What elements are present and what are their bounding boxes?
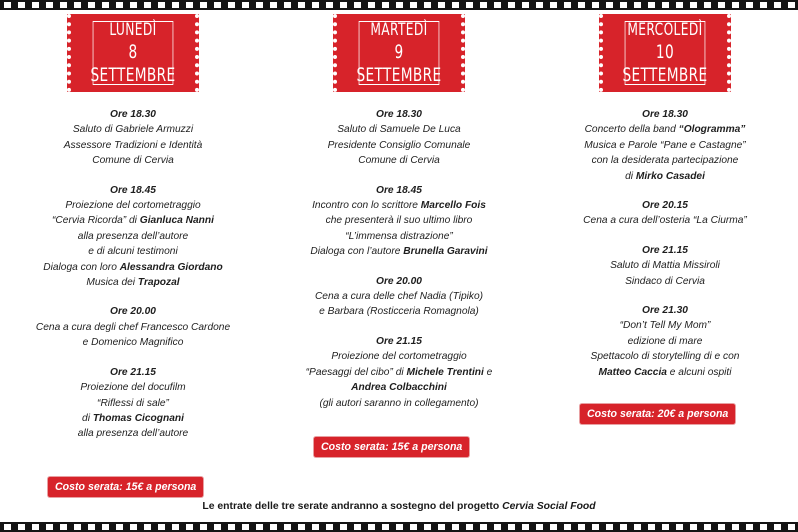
event-line	[6, 153, 260, 168]
event-block	[538, 243, 792, 289]
event-text: “Riflessi di sale”	[97, 397, 169, 409]
event-text: e alcuni ospiti	[666, 366, 732, 378]
event-line	[6, 138, 260, 153]
event-line	[538, 334, 792, 349]
event-line	[538, 138, 792, 153]
event-text: Sindaco di Cervia	[625, 275, 705, 287]
event-text: e	[483, 366, 493, 378]
event-time: Ore 21.15	[110, 366, 156, 378]
event-block	[272, 107, 526, 169]
event-text: di	[82, 412, 93, 424]
footer-project-name: Cervia Social Food	[502, 501, 596, 512]
event-time: Ore 21.15	[642, 244, 688, 256]
event-line	[6, 275, 260, 290]
event-line	[6, 320, 260, 335]
event-line	[538, 153, 792, 168]
event-line	[538, 213, 792, 228]
event-text: (gli autori saranno in collegamento)	[319, 397, 479, 409]
event-block	[538, 107, 792, 184]
event-time: Ore 20.00	[110, 306, 156, 318]
highlighted-name: Mirko Casadei	[635, 170, 705, 182]
highlighted-name: Alessandra Giordano	[119, 261, 223, 273]
event-line	[6, 213, 260, 228]
event-block	[272, 334, 526, 411]
event-time: Ore 18.45	[376, 184, 422, 196]
event-line	[538, 274, 792, 289]
event-line	[6, 244, 260, 259]
event-line	[272, 304, 526, 319]
event-line	[538, 122, 792, 137]
event-time: Ore 21.30	[642, 305, 688, 317]
event-text: Cena a cura dell’osteria “La Ciurma”	[583, 215, 747, 227]
event-text: Spettacolo di storytelling di e con	[590, 351, 740, 363]
highlighted-name: Marcello Fois	[420, 200, 486, 212]
event-line	[272, 396, 526, 411]
ticket-day: LUNEDÌ	[109, 19, 157, 40]
event-time: Ore 18.45	[110, 184, 156, 196]
event-text: Saluto di Samuele De Luca	[337, 124, 461, 136]
event-line	[272, 138, 526, 153]
event-text: Incontro con lo scrittore	[312, 200, 421, 212]
event-text: di	[625, 170, 636, 182]
ticket-date: 9 SETTEMBRE	[356, 40, 442, 86]
event-time: Ore 20.00	[376, 275, 422, 287]
event-text: Concerto della band	[584, 124, 679, 136]
event-line	[538, 258, 792, 273]
highlighted-name: “Ologramma”	[678, 124, 746, 136]
event-line	[538, 169, 792, 184]
event-text: alla presenza dell’autore	[77, 230, 189, 242]
day-column-wednesday	[538, 14, 792, 394]
event-text: Proiezione del docufilm	[80, 382, 186, 394]
event-text: Presidente Consiglio Comunale	[327, 139, 471, 151]
event-text: “L’immensa distrazione”	[345, 230, 453, 242]
day-column-monday	[6, 14, 260, 456]
event-line	[6, 335, 260, 350]
event-text: Musica dei	[86, 277, 138, 289]
event-text: “Paesaggi del cibo” di	[305, 366, 407, 378]
ticket-day: MARTEDÌ	[370, 19, 428, 40]
highlighted-name: Brunella Garavini	[403, 246, 488, 258]
event-time: Ore 20.15	[642, 200, 688, 212]
event-text: e di alcuni testimoni	[88, 246, 178, 258]
event-line	[6, 260, 260, 275]
highlighted-name: Michele Trentini	[406, 366, 484, 378]
film-strip-bottom	[0, 522, 798, 532]
event-line	[272, 244, 526, 259]
film-strip-top	[0, 0, 798, 10]
event-line	[6, 396, 260, 411]
event-block	[272, 274, 526, 320]
highlighted-name: Trapozal	[137, 277, 180, 289]
event-line	[272, 365, 526, 380]
event-text: Cena a cura delle chef Nadia (Tipiko)	[314, 291, 484, 303]
ticket-day: MERCOLEDÌ	[627, 19, 703, 40]
highlighted-name: Matteo Caccia	[598, 366, 667, 378]
event-line	[272, 153, 526, 168]
event-text: edizione di mare	[627, 335, 703, 347]
event-text: “Cervia Ricorda” di	[52, 215, 140, 227]
event-text: Proiezione del cortometraggio	[331, 351, 467, 363]
event-text: “Don’t Tell My Mom”	[619, 320, 711, 332]
highlighted-name: Gianluca Nanni	[139, 215, 214, 227]
event-text: Saluto di Gabriele Armuzzi	[72, 124, 194, 136]
cost-badge: Costo serata: 15€ a persona	[314, 437, 469, 457]
event-text: che presenterà il suo ultimo libro	[325, 215, 473, 227]
event-text: Saluto di Mattia Missiroli	[610, 260, 720, 272]
event-text: e Barbara (Rosticceria Romagnola)	[319, 306, 479, 318]
event-text: Assessore Tradizioni e Identità	[63, 139, 203, 151]
event-text: Dialoga con loro	[43, 261, 120, 273]
event-line	[272, 380, 526, 395]
footer-note	[0, 501, 798, 512]
event-text: e Domenico Magnifico	[82, 337, 184, 349]
event-line	[538, 365, 792, 380]
event-line	[272, 213, 526, 228]
event-list	[6, 107, 260, 442]
event-line	[6, 229, 260, 244]
event-list	[272, 107, 526, 411]
event-line	[6, 411, 260, 426]
event-block	[6, 107, 260, 169]
ticket-date: 10 SETTEMBRE	[622, 40, 708, 86]
highlighted-name: Thomas Cicognani	[92, 412, 184, 424]
cost-badge: Costo serata: 20€ a persona	[580, 404, 735, 424]
event-block	[538, 303, 792, 380]
event-block	[272, 183, 526, 260]
event-text: Proiezione del cortometraggio	[65, 200, 201, 212]
event-line	[6, 198, 260, 213]
event-text: alla presenza dell’autore	[77, 428, 189, 440]
event-time: Ore 18.30	[110, 109, 156, 120]
event-text: Comune di Cervia	[92, 155, 174, 167]
event-line	[272, 122, 526, 137]
event-time: Ore 18.30	[642, 109, 688, 120]
event-line	[272, 229, 526, 244]
date-ticket	[599, 14, 731, 92]
event-time: Ore 21.15	[376, 335, 422, 347]
event-time: Ore 18.30	[376, 109, 422, 120]
date-ticket	[333, 14, 465, 92]
date-ticket	[67, 14, 199, 92]
ticket-date: 8 SETTEMBRE	[90, 40, 176, 86]
event-line	[272, 289, 526, 304]
event-line	[538, 318, 792, 333]
event-text: con la desiderata partecipazione	[591, 155, 739, 167]
event-text: Dialoga con l’autore	[310, 246, 404, 258]
event-block	[6, 304, 260, 350]
event-line	[6, 122, 260, 137]
event-line	[272, 198, 526, 213]
day-column-tuesday	[272, 14, 526, 425]
event-list	[538, 107, 792, 380]
highlighted-name: Andrea Colbacchini	[351, 382, 447, 394]
cost-badge: Costo serata: 15€ a persona	[48, 477, 203, 497]
event-line	[6, 426, 260, 441]
event-text: Cena a cura degli chef Francesco Cardone	[35, 321, 231, 333]
event-line	[6, 380, 260, 395]
event-text: Comune di Cervia	[358, 155, 440, 167]
event-line	[538, 349, 792, 364]
footer-text: Le entrate delle tre serate andranno a sostegno del progetto	[202, 501, 503, 512]
event-line	[272, 349, 526, 364]
event-block	[538, 198, 792, 229]
event-block	[6, 365, 260, 442]
event-text: Musica e Parole “Pane e Castagne”	[584, 139, 746, 151]
event-block	[6, 183, 260, 291]
